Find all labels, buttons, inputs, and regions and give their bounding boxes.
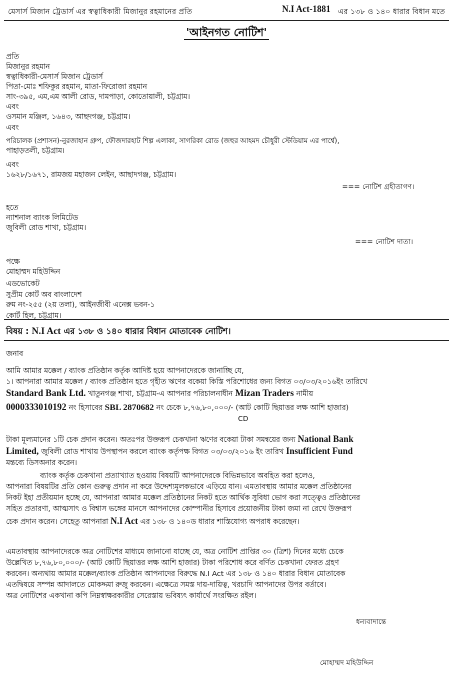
recipient-line: সাং-৩৯৫, এম,এম আলী রোড, দামপাড়া, কোতোয়ালী, চট্টগ্রাম। [6,92,190,101]
body-line: Limited, জুবিলী রোড শাখায় উপস্থাপন করলে ব্যাংক কর্তৃপক্ষ বিগত ০৩/০৩/২০১৬ ইং তারিখ Insufficient Fund [6,446,353,456]
body-line: এমতাবস্থায় আপনাদেরকে অত্র নোটিশের মাধ্যমে জানানো যাচ্ছে যে, অত্র নোটিশ প্রাপ্তির ৩০ (ত্রিশ) দিনের মধ্যে চেকে [6,547,344,556]
notice-header [4,3,449,21]
sender-line: হতে [6,203,19,212]
advocate-line: মোহাম্মদ মহিউদ্দিন [6,267,61,276]
subject-label: বিষয় : [6,326,29,336]
recipient-line: প্রতি [6,52,20,61]
recipient-line: ওসমান মঞ্জিল, ১৬৪৩, আছদগঞ্জ, চট্টগ্রাম। [6,112,131,121]
subject-text: এর ১৩৮ ও ১৪০ ধারার বিধান মোতাবেক নোটিশ। [63,326,231,336]
recipient-line: এবং [6,160,19,169]
recipient-line: এবং [6,102,19,111]
recipient-line: স্বত্বাধিকারী-মেসার্স মিজান ট্রেডার্স [6,72,103,81]
body-line: এতদ্বিষয়ে সম্পন্ন আদালতে মোকদ্দমা রুজু করবেন। এক্ষেত্রে সমস্ত দায়-দায়িত্ব, খরচাদি আপনাদের উপর বর্তাবে। [6,580,327,589]
body-intro: আমি আমার মক্কেল / ব্যাংক প্রতিষ্ঠান কর্তৃক আদিষ্ট হয়ে আপনাদেরকে জানাচ্ছি যে, [6,366,244,375]
page-title: 'আইনগত নোটিশ' [185,26,267,39]
header-left-text: মেসার্স মিজান ট্রেডার্স এর স্বত্বাধিকারী মিজানুর রহমানের প্রতি [8,7,193,16]
advocate-line: কোর্ট হিল, চট্টগ্রাম। [6,311,62,320]
sender-line: ন্যাশনাল ব্যাংক লিমিটেড [6,213,78,222]
recipient-line: ১৬২৮/১৬৭১, রামজয় মহাজন লেইন, আছাদগঞ্জ, চট্টগ্রাম। [6,170,177,179]
advocate-line: সুপ্রীম কোর্ট অব বাংলাদেশ [6,290,82,299]
subject-line [6,326,231,337]
body-line: অত্র নোটিশের একখানা কপি নিম্নস্বাক্ষরকারীর সেরেস্তায় ভবিষ্যৎ কার্যার্থে সংরক্ষিত রইল। [6,591,257,600]
body-line: ব্যাংক কর্তৃক চেকখানা প্রত্যাখ্যাত হওয়ায় বিষয়টি আপনাদেরকে বিভিন্নভাবে অবহিত করা হলেও, [40,471,315,480]
body-line: সহিত প্রতারণা, আত্মসাৎ ও বিশ্বাস ভঙ্গের মানসে আপনাদের কোম্পানীর হিসাবে প্রয়োজনীয় টাকা জমা না রেখে উক্তরূপ [6,504,352,513]
recipient-line: পাহাড়তলী, চট্টগ্রাম। [6,146,65,155]
body-line: ১। আপনারা আমার মক্কেল / ব্যাংক প্রতিষ্ঠান হতে গৃহীত ঋণের বকেয়া কিস্তি পরিশোধের জন্য বিগত ০৩/০৩/২০১৬ইং তারিখে [6,377,368,386]
sender-tag: === নোটিশ দাতা। [355,237,414,246]
body-line: উল্লেখিত ৮,৭৬,৮০,০০০/- (আট কোটি ছিয়াত্তর লক্ষ আশি হাজার) টাকা পরিশোধ করে বর্ণিত চেকখানা ফেরত গ্রহণ [6,558,339,567]
recipient-line: পরিচালক (প্রশাসন)-নুরজাহান গ্রুপ, ফৌজদারহাট শিল্প এলাকা, সাগরিকা রোড (জহুর আহমদ চৌধুরী স্টেডিয়াম এর পার্শ্বে), [6,137,340,145]
body-line: Standard Bank Ltd. খাতুনগঞ্জ শাখা, চট্টগ্রাম-এ আপনার পরিচালনাধীন Mizan Traders নামীয় [6,389,314,399]
body-line: টাকা মূল্যমানের ১টি চেক প্রদান করেন। অতঃপর উক্তরূপ চেকখানা ঋণের বকেয়া টাকা সমন্বয়ের জন্য National Bank [6,434,354,444]
greeting: জনাব [6,349,24,358]
recipient-line: মিজানুর রহমান [6,62,50,71]
subject-act: N.I Act [31,327,61,337]
advocate-line: রুম নং-২৫৫ (২য় তলা), আইনজীবী এনেক্স ভবন-১ [6,300,155,309]
advocate-line: এডভোকেট [6,279,40,288]
header-right-text: এর ১৩৮ ও ১৪০ ধারার বিধান মতে [338,7,445,16]
recipient-tag: === নোটিশ গ্রহীতাগণ। [342,182,415,191]
cd-stamp: CD [238,415,249,423]
body-line: 0000333010192 নং হিসাবের SBL 2870682 নং চেকে ৮,৭৬,৮০,০০০/- (আট কোটি ছিয়াত্তর লক্ষ আশি হাজার) [6,402,349,413]
signatory-name: মোহাম্মদ মহিউদ্দিন [320,658,374,667]
body-line: নিকট ইহা প্রতীয়মান হচ্ছে যে, আপনারা আমার মক্কেল প্রতিষ্ঠানের নিকট হতে আর্থিক সুবিধা ভোগ করা সত্ত্বেও প্রতিষ্ঠানের [6,493,360,502]
recipient-line: পিতা-মোঃ শফিকুর রহমান, মাতা-ফিরোজা রহমান [6,82,147,91]
recipient-line: এবং [6,123,19,132]
divider [4,319,449,320]
body-line: আপনারা বিষয়টির প্রতি কোন গুরুত্ব প্রদান না করে উদ্দেশ্যমূলকভাবে এড়িয়ে যান। এমতাবস্থায় আমার মক্কেল প্রতিষ্ঠানের [6,482,352,491]
header-act: N.I Act-1881 [282,4,331,14]
divider [4,340,449,341]
closing-thanks: ধন্যবাদান্তে [356,617,387,626]
sender-line: জুবিলী রোড শাখা, চট্টগ্রাম। [6,223,87,232]
body-line: মন্তব্যে ডিসঅনার করেন। [6,458,77,467]
body-line: চেক প্রদান করেন। সেহেতু আপনারা N.I Act এর ১৩৮ ও ১৪০ড ধারার শাস্তিযোগ্য অপরাধ করেছেন। [6,516,300,526]
body-line: করবেন। অন্যথায় আমার মক্কেল/ব্যাংক প্রতিষ্ঠান আপনাদের বিরুদ্ধে N.I Act এর ১৩৮ ও ১৪০ ধারার বিধান মোতাবেক [6,569,346,578]
advocate-line: পক্ষে [6,257,20,266]
